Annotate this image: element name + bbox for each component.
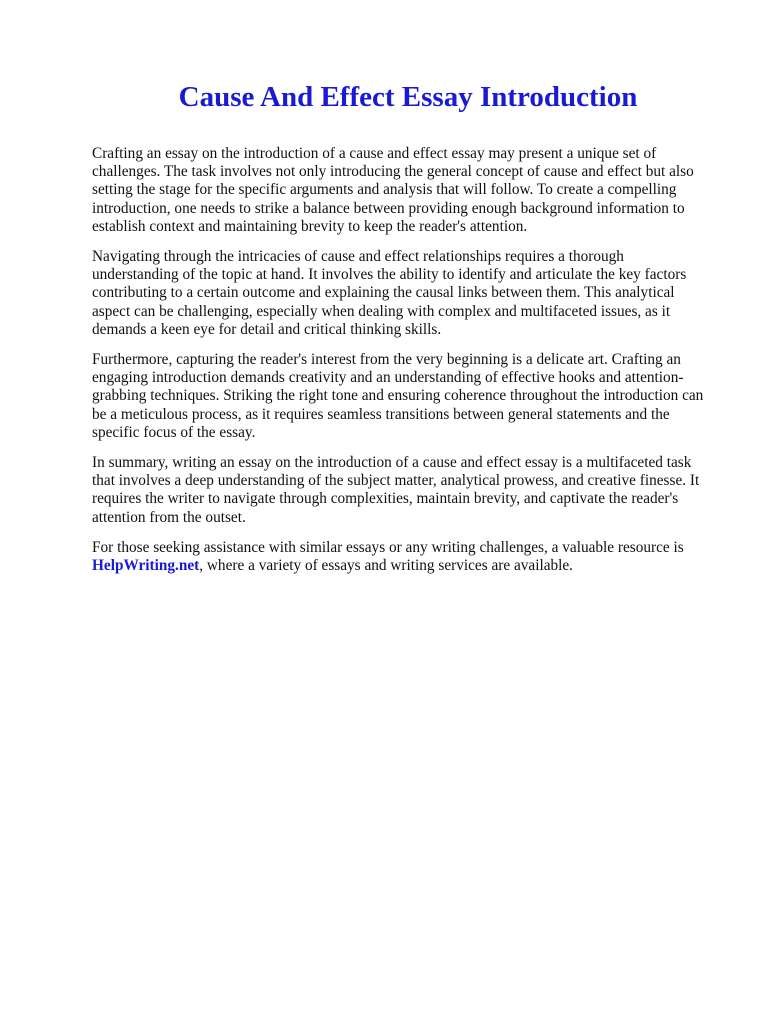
paragraph-3 [92, 351, 722, 442]
paragraph-line: understanding of the topic at hand. It involves the ability to identify and articulate the key factors [92, 266, 687, 284]
paragraph-line: In summary, writing an essay on the introduction of a cause and effect essay is a multifaceted task [92, 454, 692, 472]
closing-line: For those seeking assistance with similar essays or any writing challenges, a valuable resource is [92, 538, 684, 556]
paragraph-line: introduction, one needs to strike a balance between providing enough background information to [92, 199, 685, 217]
closing-line [92, 557, 722, 575]
paragraph-line: aspect can be challenging, especially when dealing with complex and multifaceted issues, as it [92, 302, 671, 320]
paragraph-line: be a meticulous process, as it requires seamless transitions between general statements and the [92, 405, 670, 423]
paragraph-line: establish context and maintaining brevity to keep the reader's attention. [92, 217, 528, 235]
paragraph-line: contributing to a certain outcome and explaining the causal links between them. This analytical [92, 284, 675, 302]
paragraph-line: engaging introduction demands creativity and an understanding of effective hooks and attention- [92, 369, 684, 387]
paragraph-line: Crafting an essay on the introduction of a cause and effect essay may present a unique set of [92, 145, 657, 162]
document-title: Cause And Effect Essay Introduction [178, 81, 638, 113]
paragraph-line: Navigating through the intricacies of cause and effect relationships requires a thorough [92, 248, 624, 266]
paragraph-2 [92, 248, 722, 339]
paragraph-line: challenges. The task involves not only introducing the general concept of cause and effect but also [92, 163, 694, 181]
paragraph-line: grabbing techniques. Striking the right tone and ensuring coherence throughout the introduction can [92, 387, 704, 405]
paragraph-line: that involves a deep understanding of the subject matter, analytical prowess, and creative finesse. It [92, 472, 700, 490]
paragraph-line: attention from the outset. [92, 508, 246, 526]
closing-paragraph [92, 539, 722, 575]
paragraph-line: setting the stage for the specific arguments and analysis that will follow. To create a compelling [92, 181, 677, 199]
paragraph-line: Furthermore, capturing the reader's interest from the very beginning is a delicate art. Crafting an [92, 351, 681, 369]
paragraph-4 [92, 454, 722, 527]
paragraph-1 [92, 145, 722, 236]
paragraph-line: requires the writer to navigate through complexities, maintain brevity, and captivate the reader's [92, 490, 679, 508]
document-body [92, 145, 722, 587]
helpwriting-link[interactable]: HelpWriting.net [92, 557, 200, 575]
paragraph-line: demands a keen eye for detail and critical thinking skills. [92, 320, 442, 338]
closing-line-rest: , where a variety of essays and writing services are available. [199, 557, 573, 575]
paragraph-line: specific focus of the essay. [92, 423, 256, 441]
